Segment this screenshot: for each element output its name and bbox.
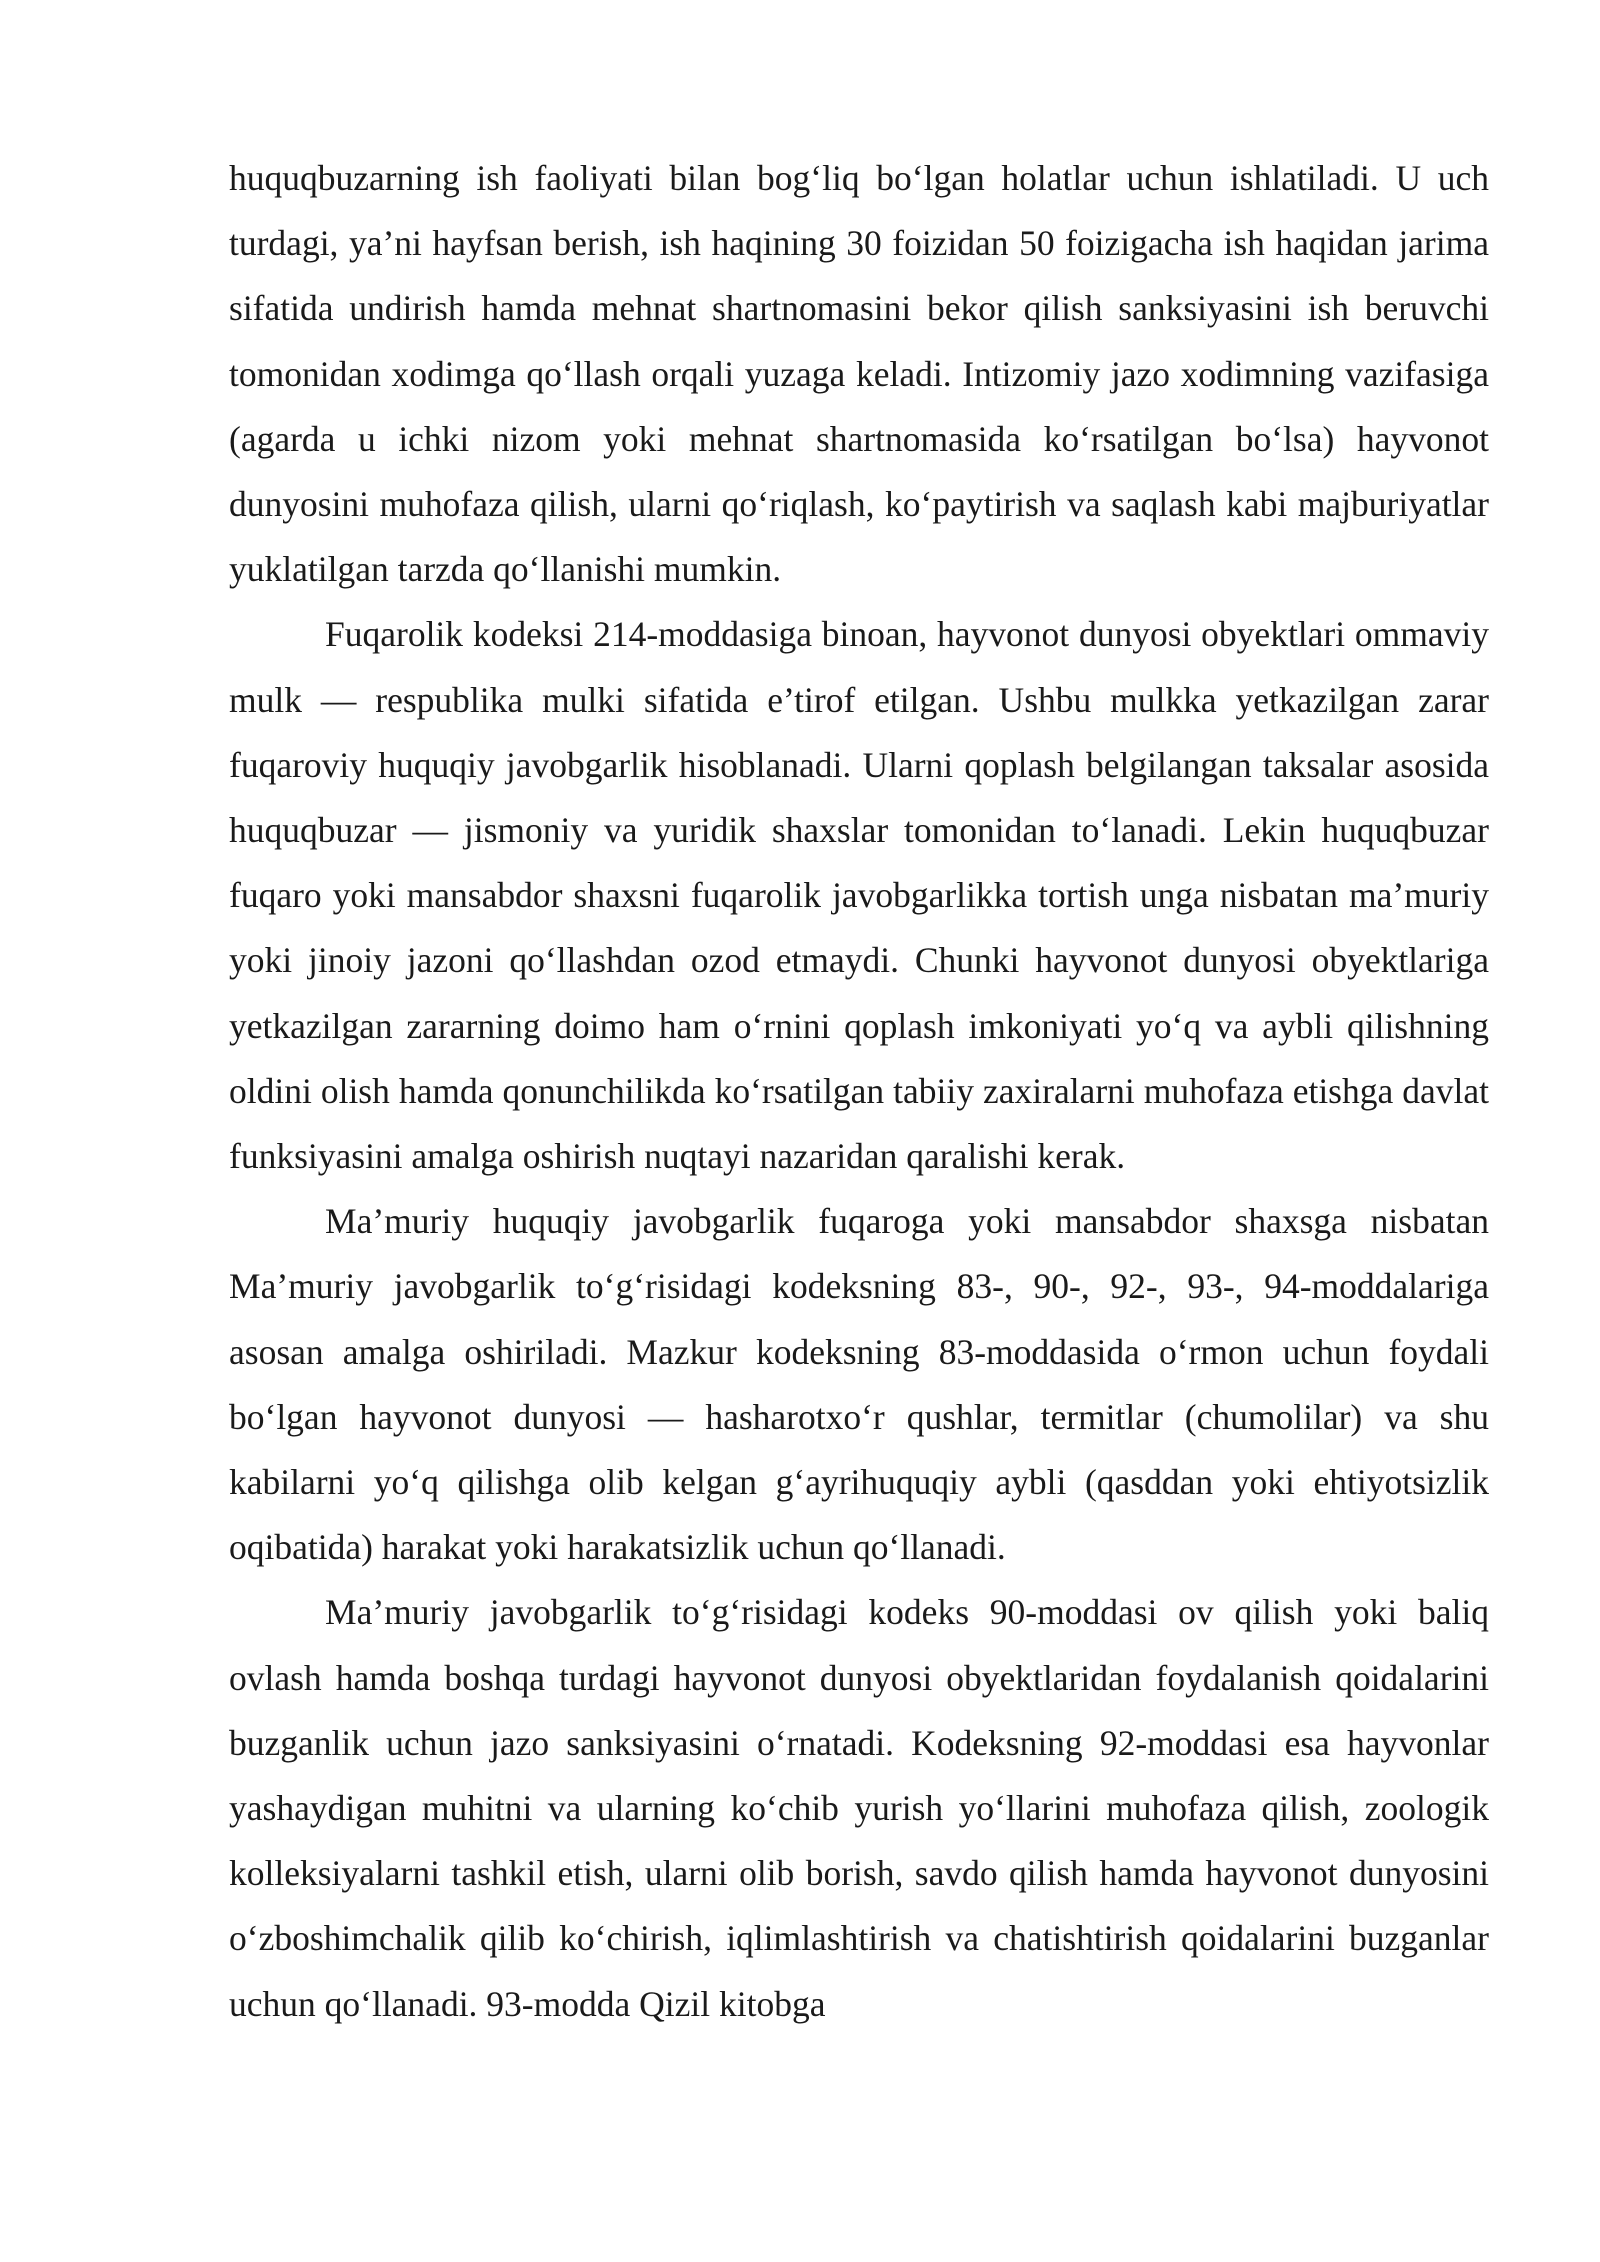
document-page: [229, 146, 1489, 2037]
paragraph-civil-liability: Fuqarolik kodeksi 214-moddasiga binoan, hayvonot dunyosi obyektlari ommaviy mulk — respublika mulki sifatida e’tirof etilgan. Ushbu mulkka yetkazilgan zarar fuqaroviy huquqiy javobgarlik hisoblanadi. Ularni qoplash belgilangan taksalar asosida huquqbuzar — jismoniy va yuridik shaxslar tomonidan to‘lanadi. Lekin huquqbuzar fuqaro yoki mansabdor shaxsni fuqarolik javobgarlikka tortish unga nisbatan ma’muriy yoki jinoiy jazoni qo‘llashdan ozod etmaydi. Chunki hayvonot dunyosi obyektlariga yetkazilgan zararning doimo ham o‘rnini qoplash imkoniyati yo‘q va aybli qilishning oldini olish hamda qonunchilikda ko‘rsatilgan tabiiy zaxiralarni muhofaza etishga davlat funksiyasini amalga oshirish nuqtayi nazaridan qaralishi kerak.: [229, 614, 1489, 1177]
paragraph-article-90: Ma’muriy javobgarlik to‘g‘risidagi kodeks 90-moddasi ov qilish yoki baliq ovlash hamda boshqa turdagi hayvonot dunyosi obyektlaridan foydalanish qoidalarini buzganlik uchun jazo sanksiyasini o‘rnatadi. Kodeksning 92-moddasi esa hayvonlar yashaydigan muhitni va ularning ko‘chib yurish yo‘llarini muhofaza qilish, zoologik kolleksiyalarni tashkil etish, ularni olib borish, savdo qilish hamda hayvonot dunyosini o‘zboshimchalik qilib ko‘chirish, iqlimlashtirish va chatishtirish qoidalarini buzganlar uchun qo‘llanadi. 93-modda Qizil kitobga: [229, 1592, 1489, 2024]
paragraph-continuation: huquqbuzarning ish faoliyati bilan bog‘liq bo‘lgan holatlar uchun ishlatiladi. U uch turdagi, ya’ni hayfsan berish, ish haqining 30 foizidan 50 foizigacha ish haqidan jarima sifatida undirish hamda mehnat shartnomasini bekor qilish sanksiyasini ish beruvchi tomonidan xodimga qo‘llash orqali yuzaga keladi. Intizomiy jazo xodimning vazifasiga (agarda u ichki nizom yoki mehnat shartnomasida ko‘rsatilgan bo‘lsa) hayvonot dunyosini muhofaza qilish, ularni qo‘riqlash, ko‘paytirish va saqlash kabi majburiyatlar yuklatilgan tarzda qo‘llanishi mumkin.: [229, 158, 1489, 590]
paragraph-administrative-liability: Ma’muriy huquqiy javobgarlik fuqaroga yoki mansabdor shaxsga nisbatan Ma’muriy javobgarlik to‘g‘risidagi kodeksning 83-, 90-, 92-, 93-, 94-moddalariga asosan amalga oshiriladi. Mazkur kodeksning 83-moddasida o‘rmon uchun foydali bo‘lgan hayvonot dunyosi — hasharotxo‘r qushlar, termitlar (chumolilar) va shu kabilarni yo‘q qilishga olib kelgan g‘ayrihuquqiy aybli (qasddan yoki ehtiyotsizlik oqibatida) harakat yoki harakatsizlik uchun qo‘llanadi.: [229, 1201, 1489, 1568]
